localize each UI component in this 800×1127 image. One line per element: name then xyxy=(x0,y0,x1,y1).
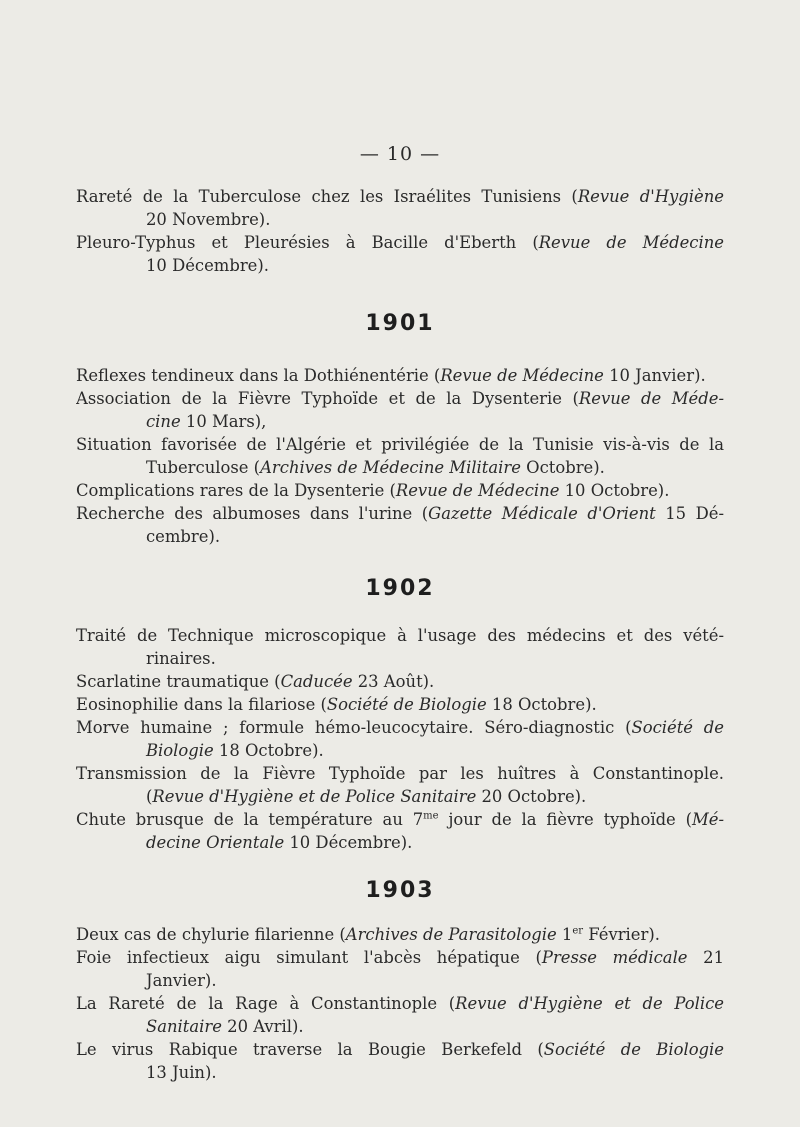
entry-text: Scarlatine traumatique ( xyxy=(76,672,281,691)
bibliography-entry xyxy=(76,924,724,947)
entry-line xyxy=(76,832,724,855)
journal-title: Archives de Parasitologie xyxy=(345,925,557,944)
entry-text: jour de la fièvre typhoïde ( xyxy=(438,810,692,829)
entry-line xyxy=(76,924,724,947)
entry-text: Janvier). xyxy=(146,970,217,990)
year-heading: 1901 xyxy=(365,311,435,336)
bibliography-entry xyxy=(76,993,724,1038)
journal-title: Mé- xyxy=(691,810,724,829)
entry-text: Traité de Technique microscopique à l'usage des médecins et des vété- xyxy=(76,626,724,645)
journal-title: Sanitaire xyxy=(146,1016,222,1036)
journal-title: Revue d'Hygiène et de Police Sanitaire xyxy=(152,786,477,806)
journal-title: Revue de Méde- xyxy=(578,389,724,408)
entry-text: Complications rares de la Dysenterie ( xyxy=(76,481,396,500)
journal-title: Revue d'Hygiène et de Police xyxy=(455,994,724,1013)
entry-text: La Rareté de la Rage à Constantinople ( xyxy=(76,994,456,1013)
entry-line xyxy=(76,648,724,671)
bibliography-entry xyxy=(76,947,724,992)
entry-text: 1 xyxy=(556,925,573,944)
entry-text: Recherche des albumoses dans l'urine ( xyxy=(76,504,429,523)
entry-text: 21 xyxy=(687,948,724,967)
entry-line xyxy=(76,740,724,763)
entry-line xyxy=(76,947,724,970)
entry-text: 15 Dé- xyxy=(655,504,724,523)
bibliography-entry xyxy=(76,625,724,670)
ordinal-suffix: er xyxy=(572,925,584,937)
page-number: — 10 — xyxy=(359,143,441,165)
journal-title: Revue de Médecine xyxy=(395,481,560,500)
entry-text: ( xyxy=(146,786,153,806)
entry-text: cembre). xyxy=(146,526,221,546)
journal-title: Biologie xyxy=(146,740,214,760)
entry-line xyxy=(76,694,724,717)
bibliography-entry xyxy=(76,480,724,503)
entry-line xyxy=(76,970,724,993)
entry-text: Pleuro-Typhus et Pleurésies à Bacille d'Eberth ( xyxy=(76,233,539,252)
bibliography-entry xyxy=(76,1039,724,1084)
journal-title: Caducée xyxy=(280,672,353,691)
entry-text: Février). xyxy=(583,925,660,944)
entry-text: Rareté de la Tuberculose chez les Israélites Tunisiens ( xyxy=(76,187,578,206)
entry-text: Foie infectieux aigu simulant l'abcès hépatique ( xyxy=(76,948,542,967)
bibliography-entry xyxy=(76,694,724,717)
bibliography-entry xyxy=(76,186,724,231)
entry-line xyxy=(76,993,724,1016)
entry-line xyxy=(76,480,724,503)
entry-line xyxy=(76,255,724,278)
entry-text: 10 Mars), xyxy=(180,411,267,431)
entry-line xyxy=(76,526,724,549)
entry-text: 23 Août). xyxy=(352,672,435,691)
bibliography-entry xyxy=(76,809,724,854)
journal-title: Société de Biologie xyxy=(326,695,487,714)
entry-text: Le virus Rabique traverse la Bougie Berkefeld ( xyxy=(76,1040,544,1059)
entry-line xyxy=(76,763,724,786)
entry-line xyxy=(76,786,724,809)
entry-line xyxy=(76,1016,724,1039)
entry-line xyxy=(76,809,724,832)
entry-line xyxy=(76,209,724,232)
journal-title: cine xyxy=(146,411,181,431)
entry-text: Eosinophilie dans la filariose ( xyxy=(76,695,327,714)
entry-line xyxy=(76,457,724,480)
journal-title: Presse médicale xyxy=(541,948,688,967)
bibliography-entry xyxy=(76,671,724,694)
entry-text: 10 Décembre). xyxy=(284,832,413,852)
entry-text: Morve humaine ; formule hémo-leucocytaire. Séro-diagnostic ( xyxy=(76,718,632,737)
entry-text: Octobre). xyxy=(520,457,605,477)
entry-text: Association de la Fièvre Typhoïde et de la Dysenterie ( xyxy=(76,389,579,408)
entry-text: Transmission de la Fièvre Typhoïde par les huîtres à Constantinople. xyxy=(76,764,724,783)
bibliography-entry xyxy=(76,503,724,548)
entry-text: Situation favorisée de l'Algérie et privilégiée de la Tunisie vis-à-vis de la xyxy=(76,435,724,454)
entry-line xyxy=(76,717,724,740)
year-heading: 1903 xyxy=(365,878,435,903)
entry-line xyxy=(76,1039,724,1062)
entry-text: Deux cas de chylurie filarienne ( xyxy=(76,925,346,944)
bibliography-entry xyxy=(76,763,724,808)
entry-line xyxy=(76,186,724,209)
entry-text: 10 Janvier). xyxy=(603,366,706,385)
entry-line xyxy=(76,671,724,694)
entry-text: Reflexes tendineux dans la Dothiénentérie ( xyxy=(76,366,441,385)
entry-text: 10 Octobre). xyxy=(559,481,670,500)
entry-text: 20 Octobre). xyxy=(476,786,587,806)
bibliography-entry xyxy=(76,388,724,433)
journal-title: Revue d'Hygiène xyxy=(577,187,724,206)
entry-line xyxy=(76,503,724,526)
entry-text: 13 Juin). xyxy=(146,1062,217,1082)
journal-title: Archives de Médecine Militaire xyxy=(260,457,521,477)
entry-text: 10 Décembre). xyxy=(146,255,269,275)
entry-text: 20 Novembre). xyxy=(146,209,271,229)
bibliography-entry xyxy=(76,232,724,277)
entry-text: Tuberculose ( xyxy=(146,457,261,477)
entry-text: 18 Octobre). xyxy=(213,740,324,760)
journal-title: Gazette Médicale d'Orient xyxy=(428,504,656,523)
bibliography-entry xyxy=(76,365,724,388)
journal-title: Revue de Médecine xyxy=(538,233,724,252)
journal-title: Société de Biologie xyxy=(543,1040,724,1059)
entry-text: 20 Avril). xyxy=(221,1016,304,1036)
ordinal-suffix: me xyxy=(423,810,439,822)
journal-title: decine Orientale xyxy=(146,832,285,852)
entry-line xyxy=(76,1062,724,1085)
entry-line xyxy=(76,388,724,411)
entry-text: 18 Octobre). xyxy=(486,695,597,714)
entry-line xyxy=(76,232,724,255)
journal-title: Revue de Médecine xyxy=(440,366,604,385)
journal-title: Société de xyxy=(631,718,724,737)
entry-text: Chute brusque de la température au 7 xyxy=(76,810,424,829)
entry-text: rinaires. xyxy=(146,648,216,668)
entry-line xyxy=(76,434,724,457)
year-heading: 1902 xyxy=(365,576,435,601)
entry-line xyxy=(76,411,724,434)
entry-line xyxy=(76,365,724,388)
bibliography-entry xyxy=(76,717,724,762)
bibliography-entry xyxy=(76,434,724,479)
entry-line xyxy=(76,625,724,648)
